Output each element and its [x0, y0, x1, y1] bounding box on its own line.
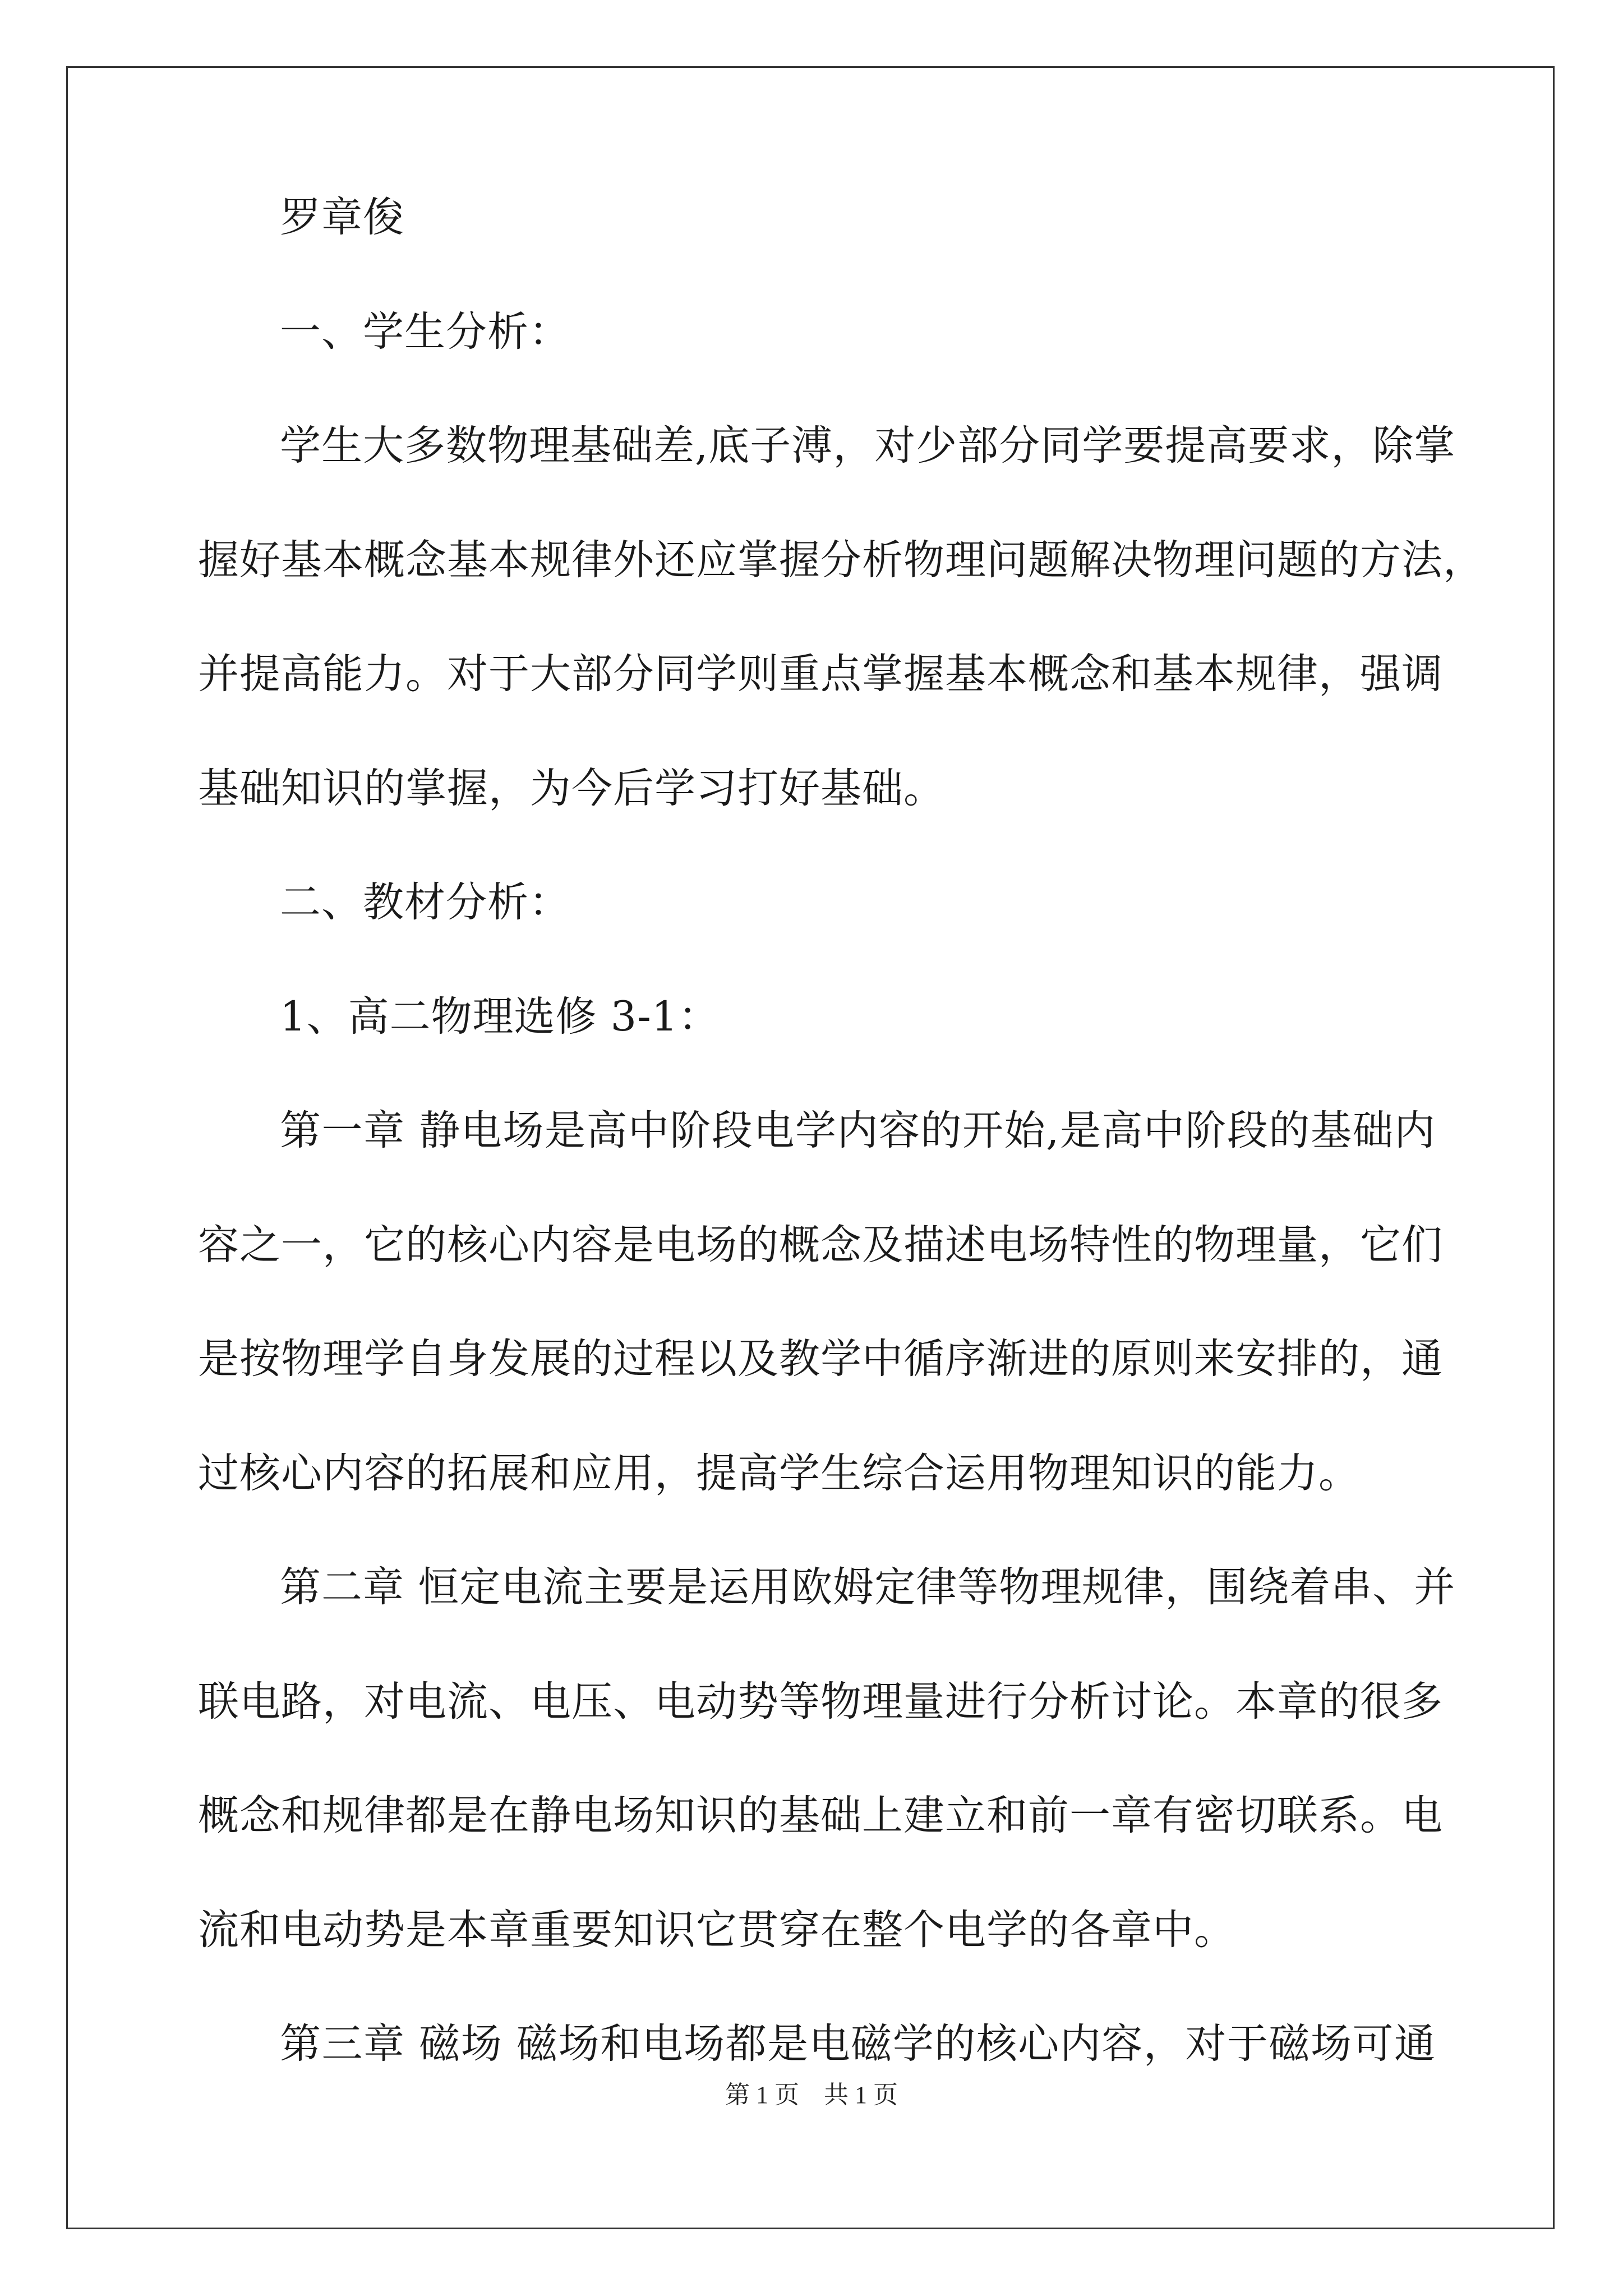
text-line: 1、高二物理选修 3-1： — [280, 993, 720, 1041]
text-line: 第一章 静电场是高中阶段电学内容的开始,是高中阶段的基础内 — [280, 1107, 1436, 1154]
text-line: 过核心内容的拓展和应用，提高学生综合运用物理知识的能力。 — [198, 1450, 1360, 1497]
text-line: 容之一，它的核心内容是电场的概念及描述电场特性的物理量，它们 — [198, 1221, 1443, 1269]
text-line: 联电路，对电流、电压、电动势等物理量进行分析讨论。本章的很多 — [198, 1678, 1443, 1726]
text-line: 基础知识的掌握，为今后学习打好基础。 — [198, 765, 945, 812]
text-line: 握好基本概念基本规律外还应掌握分析物理问题解决物理问题的方法， — [198, 536, 1484, 584]
text-line: 一、学生分析： — [280, 308, 570, 356]
text-line: 并提高能力。对于大部分同学则重点掌握基本概念和基本规律，强调 — [198, 650, 1443, 698]
text-line: 第三章 磁场 磁场和电场都是电磁学的核心内容，对于磁场可通 — [280, 2020, 1436, 2068]
text-line: 概念和规律都是在静电场知识的基础上建立和前一章有密切联系。电 — [198, 1792, 1443, 1839]
page-footer: 第 1 页 共 1 页 — [725, 2081, 898, 2109]
text-line: 罗章俊 — [280, 194, 404, 241]
text-line: 是按物理学自身发展的过程以及教学中循序渐进的原则来安排的，通 — [198, 1335, 1443, 1383]
text-line: 二、教材分析： — [280, 878, 570, 926]
text-line: 学生大多数物理基础差,底子溥，对少部分同学要提高要求，除掌 — [280, 422, 1456, 470]
text-line: 第二章 恒定电流主要是运用欧姆定律等物理规律，围绕着串、并 — [280, 1563, 1456, 1611]
text-line: 流和电动势是本章重要知识它贯穿在整个电学的各章中。 — [198, 1906, 1235, 1954]
